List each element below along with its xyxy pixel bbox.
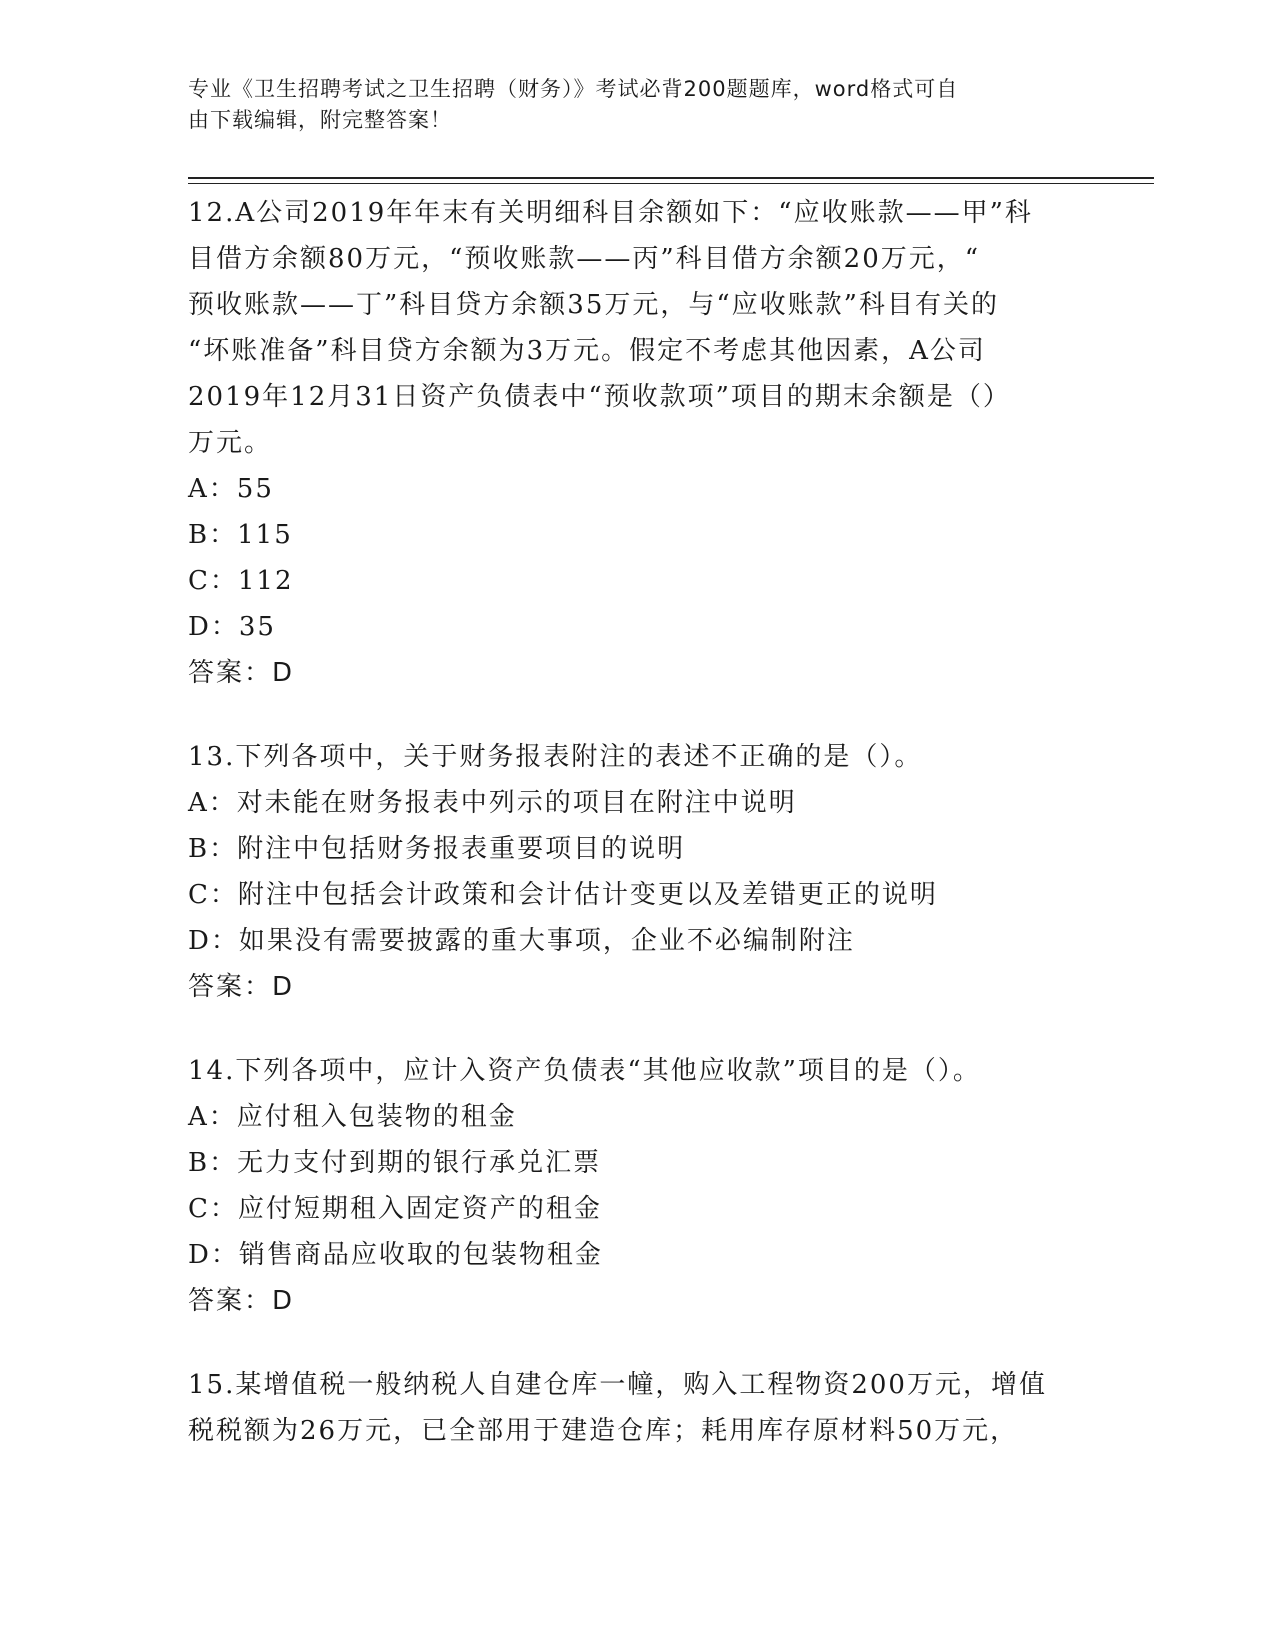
spacer bbox=[188, 1324, 1088, 1362]
answer: 答案：D bbox=[188, 1286, 295, 1316]
spacer bbox=[188, 1010, 1088, 1048]
option-b: B：附注中包括财务报表重要项目的说明 bbox=[188, 834, 686, 864]
question-text: 万元。 bbox=[188, 428, 273, 458]
answer: 答案：D bbox=[188, 972, 295, 1002]
question-text: 14.下列各项中，应计入资产负债表“其他应收款”项目的是（）。 bbox=[188, 1056, 981, 1086]
question-text: 2019年12月31日资产负债表中“预收款项”项目的期末余额是（） bbox=[188, 382, 1011, 412]
question-15 bbox=[188, 1362, 1088, 1454]
option-a: A：55 bbox=[188, 474, 274, 504]
question-text: 15.某增值税一般纳税人自建仓库一幢，购入工程物资200万元，增值 bbox=[188, 1370, 1047, 1400]
option-d: D：如果没有需要披露的重大事项，企业不必编制附注 bbox=[188, 926, 855, 956]
option-b: B：无力支付到期的银行承兑汇票 bbox=[188, 1148, 602, 1178]
spacer bbox=[188, 696, 1088, 734]
question-text: 13.下列各项中，关于财务报表附注的表述不正确的是（）。 bbox=[188, 742, 923, 772]
question-13 bbox=[188, 734, 1088, 1010]
question-14 bbox=[188, 1048, 1088, 1324]
option-a: A：应付租入包装物的租金 bbox=[188, 1102, 517, 1132]
option-c: C：112 bbox=[188, 566, 294, 596]
option-d: D：销售商品应收取的包装物租金 bbox=[188, 1240, 603, 1270]
question-text: “坏账准备”科目贷方余额为3万元。假定不考虑其他因素，A公司 bbox=[188, 336, 986, 366]
question-text: 12.A公司2019年年末有关明细科目余额如下：“应收账款——甲”科 bbox=[188, 198, 1033, 228]
document-header bbox=[188, 74, 1068, 136]
header-divider bbox=[188, 177, 1154, 179]
option-c: C：附注中包括会计政策和会计估计变更以及差错更正的说明 bbox=[188, 880, 938, 910]
question-list bbox=[188, 190, 1088, 1454]
option-c: C：应付短期租入固定资产的租金 bbox=[188, 1194, 602, 1224]
question-text: 预收账款——丁”科目贷方余额35万元，与“应收账款”科目有关的 bbox=[188, 290, 999, 320]
option-d: D：35 bbox=[188, 612, 276, 642]
header-line: 由下载编辑，附完整答案！ bbox=[188, 108, 452, 132]
question-text: 税税额为26万元，已全部用于建造仓库；耗用库存原材料50万元， bbox=[188, 1416, 1019, 1446]
question-12 bbox=[188, 190, 1088, 696]
option-b: B：115 bbox=[188, 520, 293, 550]
header-divider-thin bbox=[188, 183, 1154, 184]
option-a: A：对未能在财务报表中列示的项目在附注中说明 bbox=[188, 788, 797, 818]
question-text: 目借方余额80万元，“预收账款——丙”科目借方余额20万元，“ bbox=[188, 244, 981, 274]
answer: 答案：D bbox=[188, 658, 295, 688]
header-line: 专业《卫生招聘考试之卫生招聘（财务）》考试必背200题题库，word格式可自 bbox=[188, 77, 959, 101]
